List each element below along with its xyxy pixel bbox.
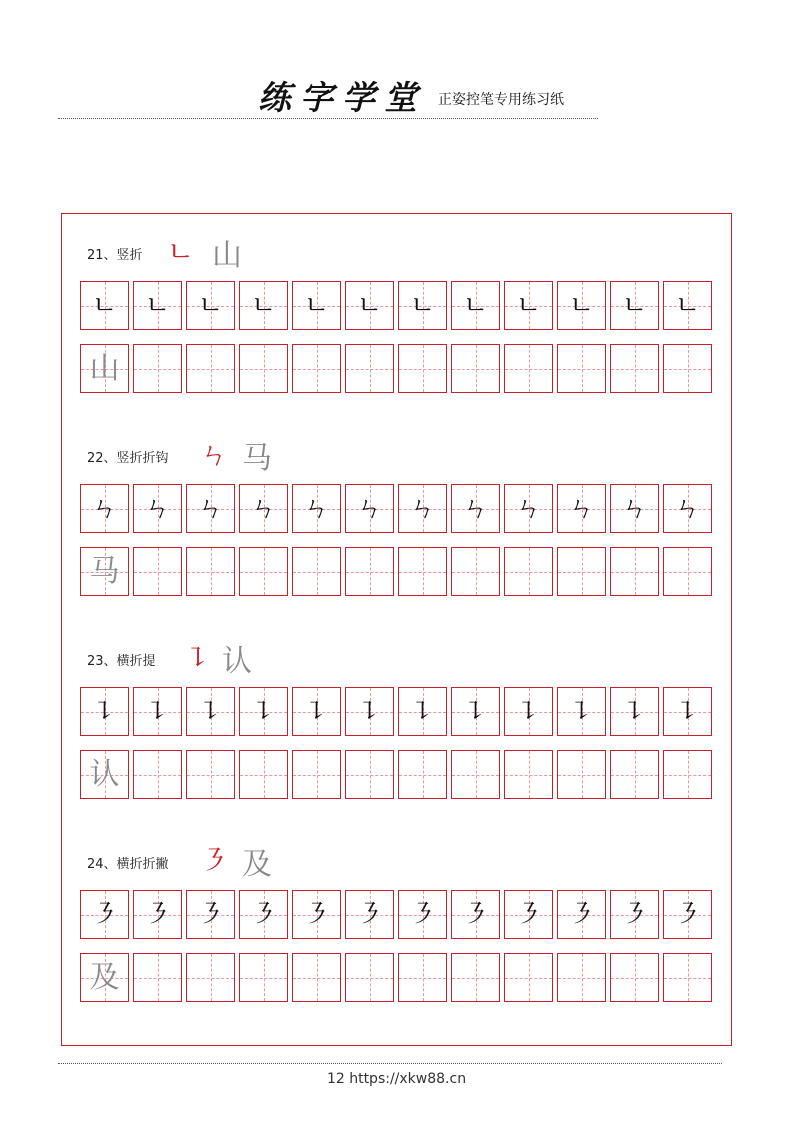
grid-cell: [186, 953, 235, 1002]
cell-stroke-glyph: ㄣ: [568, 493, 595, 524]
grid-cell: [292, 484, 341, 533]
stroke-practice-row: [80, 687, 712, 736]
grid-cell: [557, 890, 606, 939]
grid-cell: [610, 890, 659, 939]
cell-char-glyph: 山: [89, 350, 120, 386]
cell-stroke-glyph: ㄴ: [250, 290, 277, 321]
grid-cell: [133, 890, 182, 939]
stroke-practice-row: [80, 281, 712, 330]
grid-cell: [345, 953, 394, 1002]
grid-cell: [663, 687, 712, 736]
grid-cell: [398, 687, 447, 736]
grid-cell: [239, 890, 288, 939]
grid-cell: [133, 547, 182, 596]
grid-cell: [398, 890, 447, 939]
grid-cell: [663, 484, 712, 533]
grid-cell: [80, 687, 129, 736]
brand-title: 练字学堂: [258, 78, 426, 117]
cell-char-glyph: 马: [89, 553, 120, 589]
grid-cell: [80, 484, 129, 533]
grid-cell: [663, 281, 712, 330]
grid-cell: [186, 484, 235, 533]
grid-cell: [345, 547, 394, 596]
grid-cell: [133, 687, 182, 736]
grid-cell: [186, 750, 235, 799]
grid-cell: [557, 484, 606, 533]
grid-cell: [557, 281, 606, 330]
grid-cell: [239, 344, 288, 393]
page-header: [58, 70, 598, 120]
cell-char-glyph: 认: [89, 756, 120, 792]
grid-cell: [451, 750, 500, 799]
grid-cell: [610, 687, 659, 736]
cell-stroke-glyph: ㄣ: [621, 493, 648, 524]
cell-stroke-glyph: ㇋: [568, 899, 595, 930]
grid-cell: [239, 687, 288, 736]
grid-cell: [186, 890, 235, 939]
cell-stroke-glyph: ㄣ: [356, 493, 383, 524]
header-subtitle: 正姿控笔专用练习纸: [438, 92, 564, 108]
stroke-practice-row: [80, 484, 712, 533]
grid-cell: [504, 750, 553, 799]
grid-cell: [239, 750, 288, 799]
cell-stroke-glyph: ㄴ: [674, 290, 701, 321]
grid-cell: [398, 344, 447, 393]
grid-cell: [345, 750, 394, 799]
grid-cell: [239, 953, 288, 1002]
section-stroke: ㇊: [184, 641, 213, 674]
section-stroke: ㇋: [200, 844, 229, 877]
cell-stroke-glyph: ㄣ: [515, 493, 542, 524]
stroke-practice-row: [80, 890, 712, 939]
section-example-char: 山: [212, 238, 242, 273]
cell-stroke-glyph: ㇊: [674, 696, 701, 727]
practice-frame: [61, 213, 732, 1046]
char-practice-row: [80, 953, 712, 1002]
grid-cell: [610, 344, 659, 393]
grid-cell: [663, 344, 712, 393]
grid-cell: [133, 750, 182, 799]
grid-cell: [663, 953, 712, 1002]
grid-cell: [451, 484, 500, 533]
cell-stroke-glyph: ㄣ: [91, 493, 118, 524]
cell-stroke-glyph: ㇊: [356, 696, 383, 727]
cell-stroke-glyph: ㇊: [462, 696, 489, 727]
cell-stroke-glyph: ㄣ: [303, 493, 330, 524]
grid-cell: [292, 890, 341, 939]
grid-cell: [398, 953, 447, 1002]
cell-stroke-glyph: ㇊: [409, 696, 436, 727]
section-label: 24、横折折撇: [87, 857, 169, 872]
cell-stroke-glyph: ㄴ: [515, 290, 542, 321]
cell-stroke-glyph: ㄴ: [356, 290, 383, 321]
grid-cell: [80, 547, 129, 596]
section-example-char: 及: [242, 847, 272, 882]
grid-cell: [398, 547, 447, 596]
cell-stroke-glyph: ㇊: [250, 696, 277, 727]
cell-stroke-glyph: ㇋: [144, 899, 171, 930]
cell-stroke-glyph: ㄣ: [197, 493, 224, 524]
cell-stroke-glyph: ㄴ: [462, 290, 489, 321]
cell-stroke-glyph: ㇋: [409, 899, 436, 930]
section-label: 23、横折提: [87, 654, 156, 669]
grid-cell: [345, 687, 394, 736]
grid-cell: [292, 953, 341, 1002]
grid-cell: [504, 890, 553, 939]
grid-cell: [504, 687, 553, 736]
cell-stroke-glyph: ㄣ: [409, 493, 436, 524]
cell-stroke-glyph: ㇋: [250, 899, 277, 930]
grid-cell: [504, 344, 553, 393]
grid-cell: [133, 484, 182, 533]
char-practice-row: [80, 750, 712, 799]
grid-cell: [398, 750, 447, 799]
grid-cell: [451, 281, 500, 330]
grid-cell: [663, 750, 712, 799]
section-label: 22、竖折折钩: [87, 451, 169, 466]
grid-cell: [504, 281, 553, 330]
cell-stroke-glyph: ㄣ: [462, 493, 489, 524]
char-practice-row: [80, 344, 712, 393]
cell-stroke-glyph: ㇊: [197, 696, 224, 727]
grid-cell: [186, 687, 235, 736]
cell-stroke-glyph: ㇊: [303, 696, 330, 727]
grid-cell: [133, 953, 182, 1002]
grid-cell: [610, 547, 659, 596]
cell-stroke-glyph: ㇊: [91, 696, 118, 727]
grid-cell: [557, 750, 606, 799]
grid-cell: [610, 750, 659, 799]
grid-cell: [610, 953, 659, 1002]
grid-cell: [186, 281, 235, 330]
cell-stroke-glyph: ㇋: [356, 899, 383, 930]
grid-cell: [80, 890, 129, 939]
grid-cell: [292, 750, 341, 799]
section-stroke: ㄴ: [167, 235, 195, 268]
cell-stroke-glyph: ㇋: [91, 899, 118, 930]
cell-stroke-glyph: ㇊: [144, 696, 171, 727]
grid-cell: [451, 953, 500, 1002]
cell-stroke-glyph: ㇋: [303, 899, 330, 930]
cell-stroke-glyph: ㇊: [568, 696, 595, 727]
grid-cell: [451, 687, 500, 736]
cell-stroke-glyph: ㇋: [462, 899, 489, 930]
grid-cell: [239, 484, 288, 533]
grid-cell: [557, 344, 606, 393]
section-stroke: ㄣ: [200, 438, 229, 471]
grid-cell: [292, 547, 341, 596]
grid-cell: [80, 344, 129, 393]
section-example-char: 认: [222, 644, 252, 679]
grid-cell: [345, 344, 394, 393]
footer-divider: [58, 1063, 722, 1064]
grid-cell: [610, 281, 659, 330]
grid-cell: [504, 547, 553, 596]
grid-cell: [133, 281, 182, 330]
page-footer: 12 https://xkw88.cn: [326, 1071, 467, 1087]
cell-stroke-glyph: ㄴ: [197, 290, 224, 321]
cell-stroke-glyph: ㄴ: [144, 290, 171, 321]
grid-cell: [239, 547, 288, 596]
grid-cell: [557, 687, 606, 736]
grid-cell: [398, 281, 447, 330]
section-label: 21、竖折: [87, 248, 143, 263]
grid-cell: [663, 890, 712, 939]
cell-stroke-glyph: ㇋: [674, 899, 701, 930]
grid-cell: [80, 953, 129, 1002]
section-example-char: 马: [242, 441, 272, 476]
cell-stroke-glyph: ㄣ: [144, 493, 171, 524]
grid-cell: [345, 281, 394, 330]
grid-cell: [292, 687, 341, 736]
cell-stroke-glyph: ㄣ: [674, 493, 701, 524]
cell-stroke-glyph: ㄴ: [91, 290, 118, 321]
cell-stroke-glyph: ㄣ: [250, 493, 277, 524]
grid-cell: [663, 547, 712, 596]
grid-cell: [451, 890, 500, 939]
cell-stroke-glyph: ㄴ: [303, 290, 330, 321]
cell-char-glyph: 及: [89, 959, 120, 995]
grid-cell: [345, 484, 394, 533]
grid-cell: [133, 344, 182, 393]
cell-stroke-glyph: ㄴ: [621, 290, 648, 321]
grid-cell: [557, 953, 606, 1002]
cell-stroke-glyph: ㇋: [197, 899, 224, 930]
cell-stroke-glyph: ㄴ: [568, 290, 595, 321]
cell-stroke-glyph: ㄴ: [409, 290, 436, 321]
char-practice-row: [80, 547, 712, 596]
grid-cell: [451, 344, 500, 393]
grid-cell: [80, 750, 129, 799]
grid-cell: [504, 484, 553, 533]
grid-cell: [186, 547, 235, 596]
grid-cell: [504, 953, 553, 1002]
cell-stroke-glyph: ㇋: [515, 899, 542, 930]
grid-cell: [451, 547, 500, 596]
header-divider: [58, 118, 598, 119]
cell-stroke-glyph: ㇊: [621, 696, 648, 727]
grid-cell: [186, 344, 235, 393]
grid-cell: [292, 281, 341, 330]
grid-cell: [292, 344, 341, 393]
grid-cell: [239, 281, 288, 330]
cell-stroke-glyph: ㇋: [621, 899, 648, 930]
grid-cell: [557, 547, 606, 596]
cell-stroke-glyph: ㇊: [515, 696, 542, 727]
grid-cell: [610, 484, 659, 533]
grid-cell: [80, 281, 129, 330]
grid-cell: [398, 484, 447, 533]
grid-cell: [345, 890, 394, 939]
